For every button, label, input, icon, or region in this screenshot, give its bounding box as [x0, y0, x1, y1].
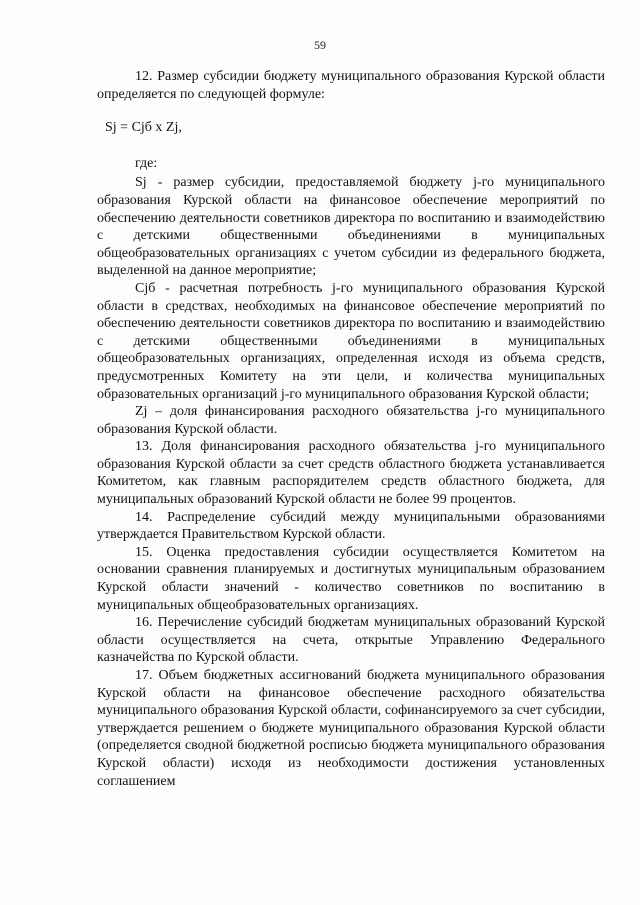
definition-sj: Sj - размер субсидии, предоставляемой бюджету j-го муниципального образования Курской области на финансовое обеспечение мероприятий по обеспечению деятельности советников директора по воспитанию и взаимодействию с детскими общественными объединениями в муниципальных общеобразовательных организациях с учетом субсидии из федерального бюджета, выделенной на данное мероприятие;	[97, 175, 605, 279]
definition-cjb: Cjб - расчетная потребность j-го муниципального образования Курской области в средствах, необходимых на финансовое обеспечение мероприятий по обеспечению деятельности советников директора по воспитанию и взаимодействию с детскими общественными объединениями в муниципальных общеобразовательных организациях, определенная исходя из объема средств, предусмотренных Комитету на эти цели, и количества муниципальных образовательных организаций j-го муниципального образования Курской области;	[97, 280, 605, 402]
document-body	[97, 68, 605, 790]
paragraph-17: 17. Объем бюджетных ассигнований бюджета муниципального образования Курской области на финансовое обеспечение расходного обязательства муниципального образования Курской области, софинансируемого за счет субсидии, утверждается решением о бюджете муниципального образования Курской области (определяется сводной бюджетной росписью бюджета муниципального образования Курской области) исходя из необходимости достижения установленных соглашением	[97, 668, 605, 789]
definition-zj: Zj – доля финансирования расходного обязательства j-го муниципального образования Курской области.	[97, 404, 605, 437]
paragraph-15: 15. Оценка предоставления субсидии осуществляется Комитетом на основании сравнения планируемых и достигнутых муниципальным образованием Курской области значений - количество советников по воспитанию в муниципальных общеобразовательных организациях.	[97, 544, 605, 613]
paragraph-13: 13. Доля финансирования расходного обязательства j-го муниципального образования Курской области за счет средств областного бюджета устанавливается Комитетом, как главным распорядителем средств областного бюджета, для муниципальных образований Курской области не более 99 процентов.	[97, 439, 605, 508]
page-number: 59	[314, 38, 326, 52]
paragraph-14: 14. Распределение субсидий между муниципальными образованиями утверждается Правительством Курской области.	[97, 509, 605, 543]
formula-where-label: где:	[135, 155, 158, 171]
formula: Sj = Cjб x Zj,	[105, 120, 182, 136]
paragraph-16: 16. Перечисление субсидий бюджетам муниципальных образований Курской области осуществляется на счета, открытые Управлению Федерального казначейства по Курской области.	[97, 615, 605, 666]
paragraph-12: 12. Размер субсидии бюджету муниципального образования Курской области определяется по следующей формуле:	[97, 69, 605, 102]
